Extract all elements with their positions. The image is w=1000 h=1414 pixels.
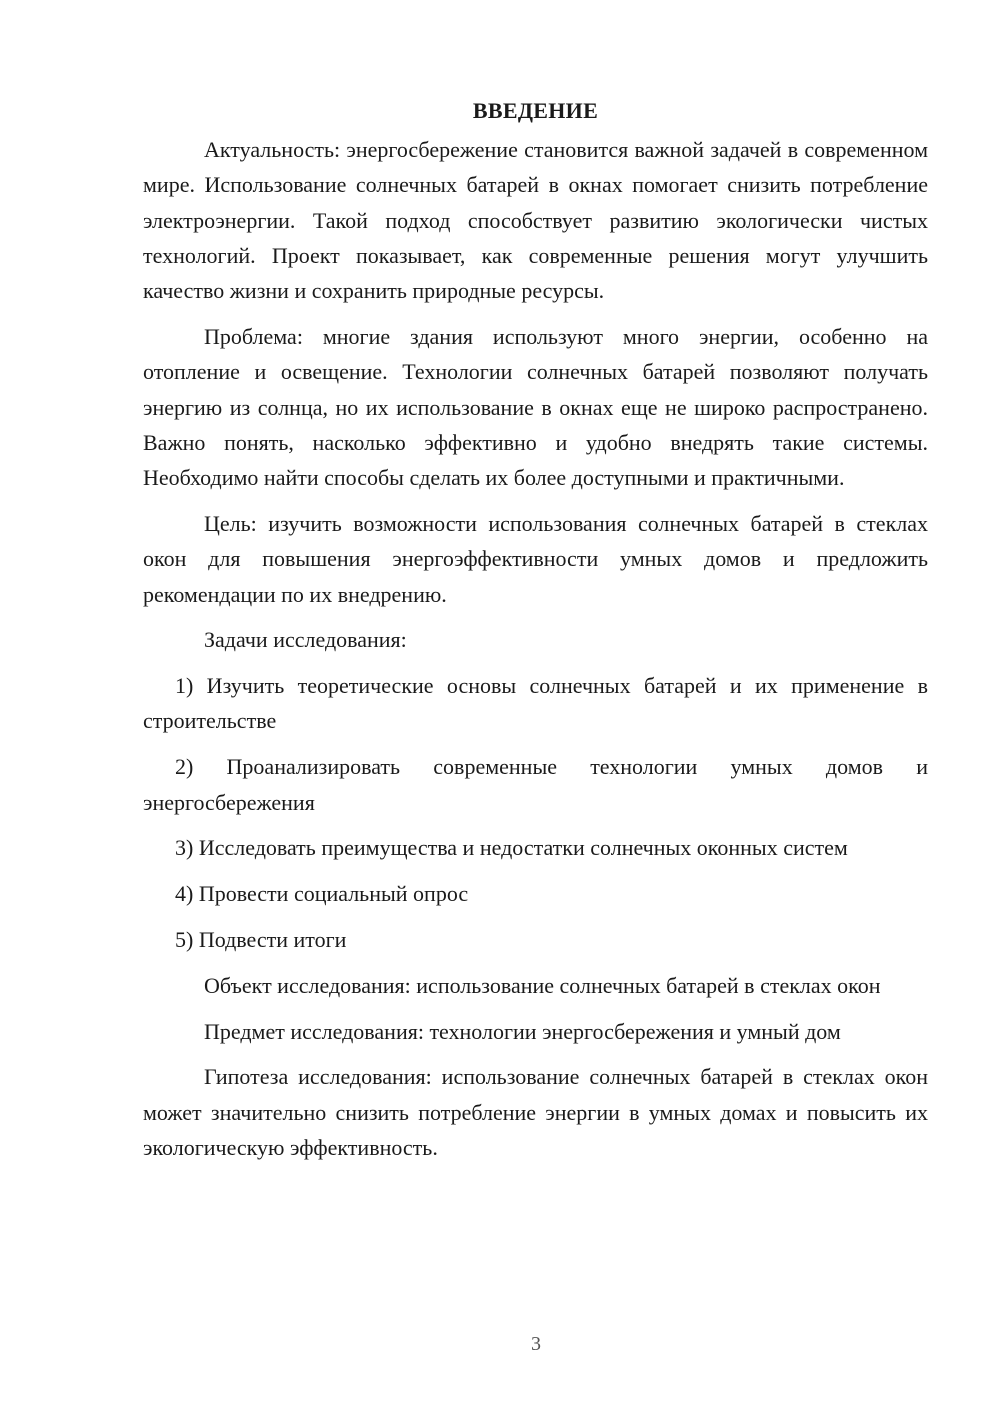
task-item: 5) Подвести итоги	[175, 926, 347, 952]
task-item: 3) Исследовать преимущества и недостатки солнечных оконных систем	[175, 835, 848, 861]
task-item: 2) Проанализировать современные технологии умных домов и энергосбережения	[143, 754, 928, 815]
tasks-heading: Задачи исследования:	[204, 627, 407, 653]
goal-paragraph: Цель: изучить возможности использования солнечных батарей в стеклах окон для повышения энергоэффективности умных домов и предложить рекомендации по их внедрению.	[143, 510, 928, 607]
page-content	[143, 96, 928, 1176]
task-item: 4) Провести социальный опрос	[175, 881, 469, 907]
task-item: 1) Изучить теоретические основы солнечных батарей и их применение в строительстве	[143, 673, 928, 734]
subject-paragraph: Предмет исследования: технологии энергосбережения и умный дом	[204, 1018, 841, 1044]
hypothesis-paragraph: Гипотеза исследования: использование солнечных батарей в стеклах окон может значительно снизить потребление энергии в умных домах и повысить их экологическую эффективность.	[143, 1064, 928, 1160]
object-paragraph: Объект исследования: использование солнечных батарей в стеклах окон	[204, 972, 881, 998]
page-number: 3	[531, 1333, 541, 1355]
tasks-list	[143, 668, 928, 957]
page-title: ВВЕДЕНИЕ	[472, 98, 599, 123]
relevance-paragraph: Актуальность: энергосбережение становится важной задачей в современном мире. Использование солнечных батарей в окнах помогает снизить потребление электроэнергии. Такой подход способствует развитию экологически чистых технологий. Проект показывает, как современные решения могут улучшить качество жизни и сохранить природные ресурсы.	[143, 137, 928, 304]
problem-paragraph: Проблема: многие здания используют много энергии, особенно на отопление и освещение. Технологии солнечных батарей позволяют получать энергию из солнца, но их использование в окнах еще не широко распространено. Важно понять, насколько эффективно и удобно внедрять такие системы. Необходимо найти способы сделать их более доступными и практичными.	[143, 323, 928, 491]
